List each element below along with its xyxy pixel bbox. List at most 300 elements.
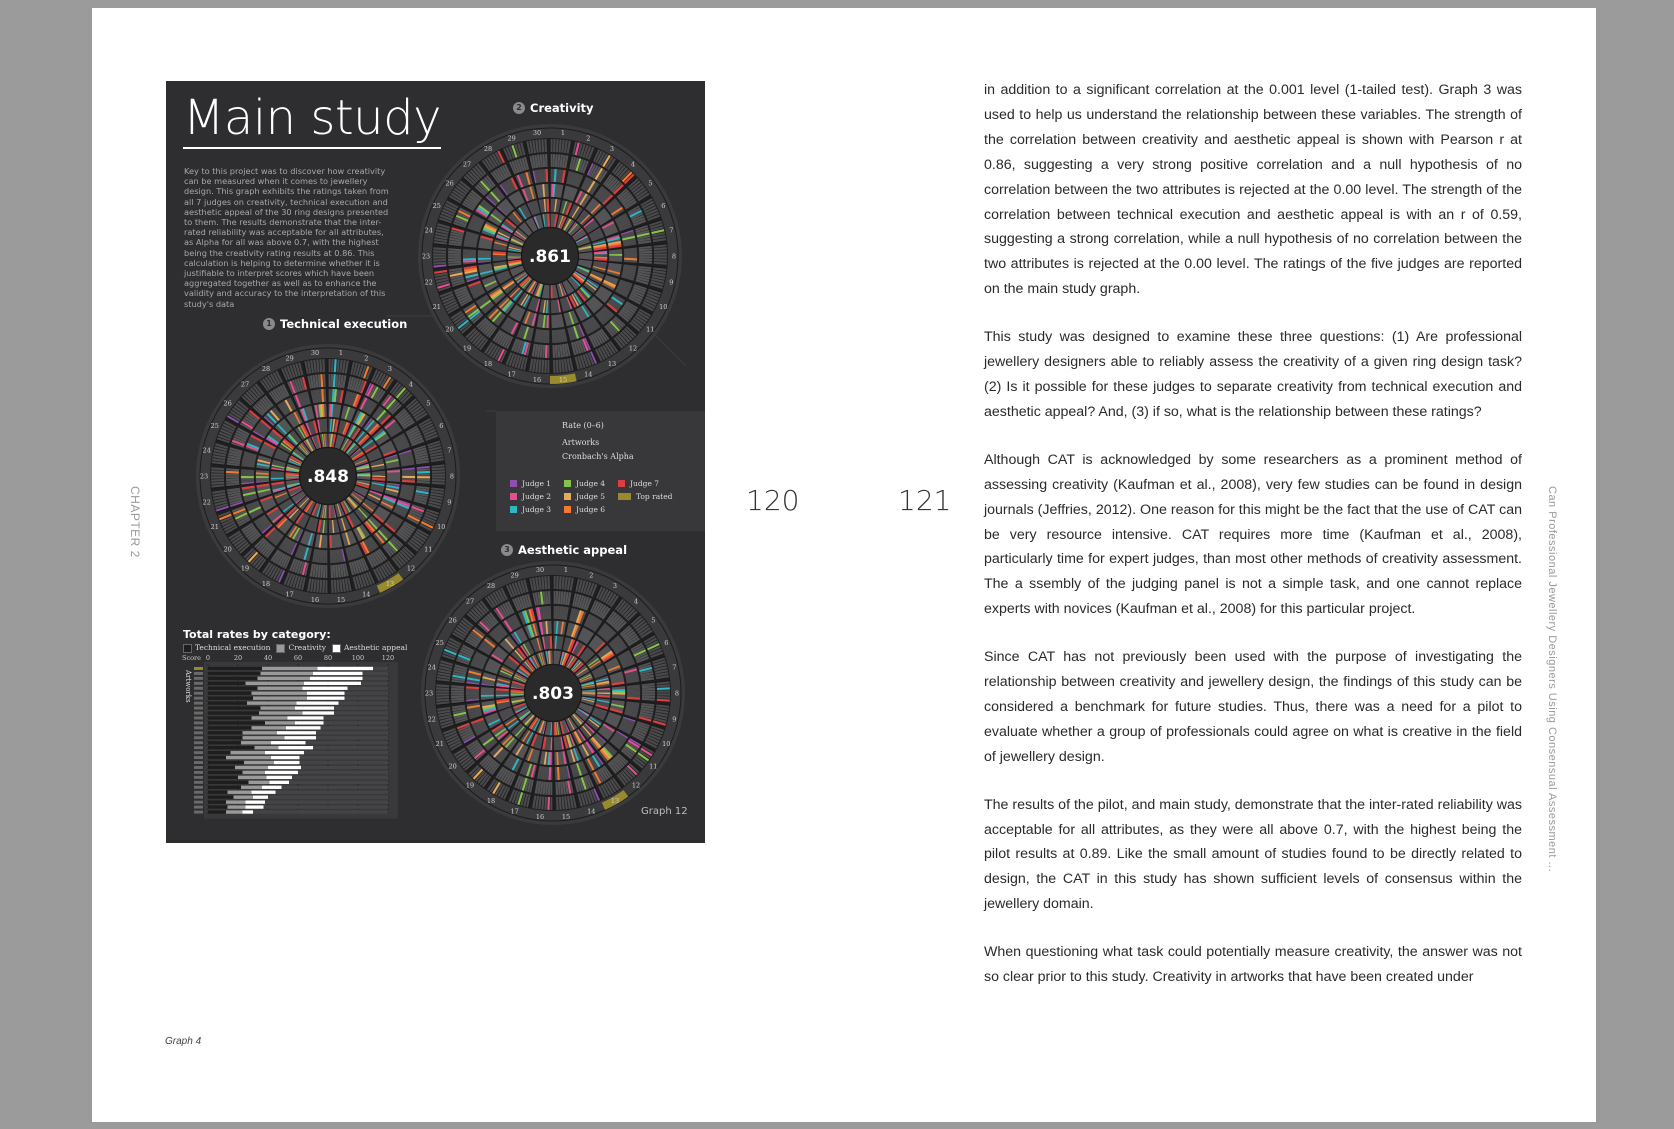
creativity-title: Creativity: [530, 101, 594, 115]
rating-mark: [558, 767, 559, 780]
artwork-number-label: 19: [465, 781, 475, 790]
bar-segment: [226, 756, 271, 759]
artwork-number-label: 25: [432, 202, 441, 211]
rating-mark: [561, 591, 562, 604]
rating-mark: [325, 404, 326, 417]
artwork-row-label: [194, 791, 203, 794]
artwork-number-label: 7: [447, 446, 452, 455]
bar-segment: [208, 711, 259, 714]
legend-swatch: [510, 480, 517, 487]
artwork-row-label: [194, 766, 203, 769]
rating-mark: [241, 470, 254, 471]
artwork-number-label: 11: [424, 545, 433, 554]
figure-caption: Graph 4: [165, 1036, 202, 1047]
artwork-number-label: 3: [609, 145, 615, 154]
bar-segment: [208, 667, 262, 670]
rating-mark: [654, 251, 667, 252]
rating-mark: [547, 330, 548, 343]
radial-chart-0: [418, 124, 682, 388]
bar-segment: [286, 726, 321, 729]
artwork-number-label: 20: [448, 762, 457, 771]
legend-label: Judge 7: [630, 479, 660, 488]
rating-mark: [543, 154, 544, 167]
rating-mark: [493, 252, 506, 253]
rating-mark: [627, 690, 640, 691]
rating-mark: [654, 248, 667, 249]
legend-swatch: [564, 480, 571, 487]
artwork-number-label: 19: [462, 344, 472, 353]
artwork-row-label: [194, 721, 203, 724]
bar-segment: [226, 800, 246, 803]
cronbach-alpha-value: .861: [529, 247, 571, 267]
x-tick-label: 60: [293, 654, 303, 662]
bar-segment: [295, 721, 324, 724]
bar-segment: [208, 721, 265, 724]
page-number-left: 120: [746, 484, 800, 517]
rating-mark: [478, 253, 491, 254]
rating-mark: [466, 698, 479, 699]
bar-segment: [252, 716, 288, 719]
artwork-row-label: [194, 801, 203, 804]
creativity-heading: [513, 101, 594, 115]
rating-mark: [612, 688, 625, 689]
artwork-number-label: 18: [486, 796, 496, 805]
rating-mark: [432, 468, 445, 469]
rating-mark: [565, 796, 567, 809]
rating-mark: [551, 651, 552, 664]
rating-mark: [541, 781, 543, 794]
artwork-row-label: [194, 677, 203, 680]
rating-mark: [560, 360, 561, 373]
rating-mark: [318, 389, 320, 402]
rating-mark: [542, 360, 543, 373]
artwork-number-label: 29: [507, 134, 516, 143]
rating-mark: [546, 154, 547, 167]
rating-mark: [612, 697, 625, 698]
artwork-number-label: 4: [408, 380, 414, 389]
rating-mark: [624, 259, 637, 260]
rating-mark: [642, 699, 655, 700]
rating-mark: [466, 690, 479, 691]
legend-artworks-label: Artworks: [562, 438, 600, 447]
body-paragraph: When questioning what task could potentially measure creativity, the answer was not so clear prior to this study. Creativity in artworks that have been created under: [984, 944, 1522, 986]
rating-mark: [597, 696, 610, 697]
bar-segment: [208, 810, 226, 813]
rating-mark: [466, 687, 479, 688]
rating-mark: [324, 374, 325, 387]
artwork-number-label: 22: [202, 498, 211, 507]
artwork-number-label: 19: [240, 564, 250, 573]
rating-mark: [552, 315, 553, 328]
rating-mark: [448, 249, 461, 250]
rating-mark: [463, 253, 476, 254]
rating-mark: [544, 169, 545, 182]
bar-segment: [265, 771, 298, 774]
bar-segment: [238, 776, 267, 779]
rating-mark: [558, 606, 559, 619]
rating-mark: [556, 154, 557, 167]
rating-mark: [552, 300, 553, 313]
artwork-number-label: 1: [563, 566, 569, 575]
bar-segment: [307, 697, 345, 700]
artwork-row-label: [194, 756, 203, 759]
rating-mark: [559, 591, 560, 604]
artwork-number-label: 30: [532, 129, 542, 138]
artwork-number-label: 7: [669, 226, 674, 235]
rating-mark: [226, 482, 239, 483]
rating-mark: [545, 139, 546, 152]
bar-segment: [303, 687, 348, 690]
rating-mark: [627, 696, 640, 697]
rating-mark: [331, 565, 332, 578]
totals-legend-swatch: [332, 644, 341, 653]
infographic-intro: Key to this project was to discover how creativity can be measured when it comes to jewellery design. This graph exhibits the ratings taken from all 7 judges on creativity, technical execution and aesthetic appeal of the 30 ring designs presented to them. The results demonstrate that the inter-rated reliability was acceptable for all attributes, as Alpha for all was above 0.7, with the highest being the creativity rating results at 0.86. This calculation is helping to determine whether it is justifiable to interpret scores which have been aggregated together as well as to enhance the validity and accuracy to the interpretation of this study's data: [184, 166, 389, 309]
artwork-row-label: [194, 726, 203, 729]
rating-mark: [654, 263, 667, 264]
artwork-number-label: 4: [630, 160, 636, 169]
artwork-number-label: 14: [587, 807, 596, 816]
rating-mark: [639, 259, 652, 260]
rating-mark: [542, 139, 543, 152]
rating-mark: [496, 689, 509, 690]
rating-mark: [541, 592, 543, 605]
rating-mark: [338, 375, 340, 388]
rating-mark: [548, 797, 549, 810]
rating-mark: [547, 184, 548, 197]
x-tick-label: 100: [351, 654, 365, 662]
rating-mark: [553, 345, 554, 358]
artwork-number-label: 1: [560, 129, 566, 138]
bar-segment: [258, 677, 311, 680]
legend-label: Judge 3: [522, 505, 552, 514]
bar-segment: [262, 786, 282, 789]
rating-mark: [432, 471, 445, 472]
legend-label: Judge 1: [522, 479, 552, 488]
legend-item: [564, 479, 618, 488]
totals-legend-label: Creativity: [288, 643, 327, 652]
bar-segment: [231, 751, 266, 754]
rating-mark: [554, 139, 555, 152]
rating-mark: [548, 214, 549, 227]
rating-mark: [657, 688, 670, 689]
rating-mark: [402, 473, 415, 474]
graph-number-label: Graph 12: [641, 806, 688, 817]
bar-segment: [265, 721, 295, 724]
artwork-number-label: 16: [310, 595, 320, 604]
legend-swatch: [510, 506, 517, 513]
rating-mark: [554, 722, 555, 735]
artwork-number-label: 21: [435, 739, 444, 748]
rating-mark: [624, 250, 637, 251]
rating-mark: [545, 767, 546, 780]
artwork-number-label: 8: [671, 252, 677, 261]
rating-mark: [642, 686, 655, 687]
bar-segment: [208, 786, 241, 789]
rating-mark: [317, 359, 318, 372]
rating-mark: [451, 689, 464, 690]
bar-segment: [208, 791, 228, 794]
rating-mark: [314, 360, 316, 373]
rating-mark: [594, 259, 607, 260]
rating-mark: [436, 697, 449, 698]
bar-segment: [246, 682, 305, 685]
artwork-row-label: [194, 687, 203, 690]
bar-segment: [208, 701, 247, 704]
legend-item: [564, 505, 618, 514]
bar-chart-background: [204, 662, 398, 819]
bar-segment: [267, 776, 293, 779]
rating-mark: [256, 480, 269, 481]
bar-segment: [228, 805, 246, 808]
artwork-number-label: 17: [507, 370, 516, 379]
artwork-number-label: 5: [426, 399, 431, 408]
artwork-row-label: [194, 796, 203, 799]
rating-mark: [436, 685, 449, 686]
bar-segment: [208, 756, 226, 759]
rating-mark: [417, 482, 430, 483]
rating-mark: [338, 359, 339, 372]
artwork-number-label: 20: [223, 545, 232, 554]
rating-mark: [563, 576, 564, 589]
artwork-number-label: 14: [584, 370, 593, 379]
rating-mark: [340, 579, 342, 592]
rating-mark: [541, 154, 542, 167]
artwork-number-label: 13: [385, 579, 395, 588]
rating-mark: [324, 565, 325, 578]
rating-mark: [330, 404, 331, 417]
chapter-label: CHAPTER 2: [128, 486, 142, 558]
rating-mark: [549, 782, 550, 795]
rating-mark: [565, 577, 567, 590]
aesthetic-index-badge: 3: [501, 544, 513, 556]
artwork-number-label: 24: [202, 446, 211, 455]
rating-mark: [256, 478, 269, 479]
rating-mark: [320, 580, 321, 593]
rating-mark: [612, 690, 625, 691]
rating-mark: [337, 550, 339, 563]
bar-segment: [259, 711, 303, 714]
rating-mark: [540, 169, 542, 182]
rating-mark: [542, 797, 543, 810]
legend-swatch: [618, 480, 625, 487]
bar-segment: [261, 672, 314, 675]
rating-mark: [433, 263, 446, 264]
artwork-number-label: 18: [261, 579, 271, 588]
rating-mark: [545, 606, 546, 619]
rating-mark: [554, 315, 555, 328]
artwork-row-label: [194, 761, 203, 764]
bar-segment: [285, 736, 317, 739]
rating-mark: [325, 550, 326, 563]
legend-swatch: [564, 506, 571, 513]
bar-segment: [261, 706, 296, 709]
artwork-number-label: 12: [406, 564, 416, 573]
rating-mark: [546, 345, 547, 358]
rating-mark: [329, 505, 330, 518]
rating-mark: [563, 592, 565, 605]
rating-mark: [335, 550, 336, 563]
artwork-number-label: 10: [662, 739, 671, 748]
rating-mark: [387, 471, 400, 472]
rating-mark: [211, 480, 224, 481]
rating-mark: [241, 479, 254, 480]
bar-segment: [307, 692, 345, 695]
legend-label: Judge 2: [522, 492, 552, 501]
bar-segment: [208, 697, 253, 700]
artwork-number-label: 15: [561, 812, 571, 821]
body-paragraph: The results of the pilot, and main study, demonstrate that the inter-rated reliability was acceptable for all attributes, as they were all above 0.7, with the highest being the pilot results at 0.89. Like the small amount of studies found to be directly related to design, the CAT in this study has shown sufficient levels of consensus within the jewellery domain.: [984, 796, 1522, 913]
artwork-number-label: 21: [432, 302, 441, 311]
rating-mark: [541, 345, 542, 358]
rating-mark: [451, 686, 464, 687]
artwork-row-label: [194, 786, 203, 789]
rating-mark: [331, 550, 332, 563]
rating-mark: [478, 260, 491, 261]
artwork-number-label: 2: [586, 134, 591, 143]
rating-mark: [436, 688, 449, 689]
rating-mark: [558, 345, 559, 358]
bar-segment: [208, 731, 243, 734]
rating-mark: [548, 621, 549, 634]
radial-chart-1: [196, 344, 460, 608]
rating-mark: [657, 700, 670, 701]
artwork-row-label: [194, 692, 203, 695]
rating-mark: [316, 564, 318, 577]
rating-mark: [560, 797, 561, 810]
rating-mark: [448, 252, 461, 253]
artwork-number-label: 27: [465, 597, 475, 606]
bar-segment: [241, 786, 262, 789]
rating-mark: [553, 330, 554, 343]
totals-legend: [183, 643, 407, 653]
artwork-number-label: 6: [439, 422, 444, 431]
bar-segment: [246, 805, 264, 808]
artwork-number-label: 12: [631, 781, 641, 790]
rating-mark: [226, 469, 239, 470]
bar-segment: [241, 741, 271, 744]
totals-legend-item: [183, 643, 270, 653]
infographic-title: Main study: [183, 91, 441, 149]
artwork-number-label: 16: [532, 375, 542, 384]
artwork-number-label: 17: [285, 590, 294, 599]
artwork-number-label: 5: [648, 179, 653, 188]
rating-mark: [561, 782, 562, 795]
rating-mark: [558, 154, 559, 167]
body-paragraph: Since CAT has not previously been used with the purpose of investigating the relationship between creativity and jewellery design, the findings of this study can be considered a benchmark for future studies. Thus, there was a need for a pilot to evaluate whether a group of professionals could agree on what is creative in the field of jewellery design.: [984, 649, 1522, 765]
rating-mark: [432, 480, 445, 481]
bar-segment: [297, 701, 339, 704]
rating-mark: [331, 389, 332, 402]
rating-mark: [451, 696, 464, 697]
artwork-number-label: 2: [589, 571, 594, 580]
technical-title: Technical execution: [280, 317, 408, 331]
rating-mark: [639, 262, 652, 263]
artwork-number-label: 24: [424, 226, 433, 235]
rating-mark: [335, 389, 336, 402]
rating-mark: [543, 345, 544, 358]
rating-mark: [481, 688, 494, 689]
rating-mark: [563, 797, 564, 810]
totals-legend-label: Aesthetic appeal: [344, 643, 408, 652]
rating-mark: [241, 473, 254, 474]
artwork-number-label: 6: [664, 639, 669, 648]
x-tick-label: 0: [205, 654, 211, 662]
rating-mark: [271, 472, 284, 473]
rating-mark: [211, 471, 224, 472]
artwork-number-label: 11: [649, 762, 658, 771]
rating-mark: [542, 330, 543, 343]
bar-segment: [304, 682, 361, 685]
rating-mark: [332, 359, 333, 372]
artwork-number-label: 9: [447, 498, 452, 507]
rating-mark: [557, 139, 558, 152]
bar-segment: [252, 692, 308, 695]
legend-item: [618, 479, 688, 488]
legend-swatch: [510, 493, 517, 500]
bar-segment: [226, 810, 243, 813]
bar-segment: [243, 736, 285, 739]
rating-mark: [539, 796, 541, 809]
rating-mark: [340, 360, 342, 373]
rating-mark: [402, 470, 415, 471]
rating-mark: [463, 250, 476, 251]
artwork-number-label: 26: [223, 399, 232, 408]
legend-swatch: [618, 493, 631, 500]
rating-mark: [320, 550, 321, 563]
artwork-number-label: 12: [628, 344, 638, 353]
bar-segment: [208, 796, 234, 799]
bar-segment: [244, 761, 274, 764]
rating-mark: [436, 700, 449, 701]
artwork-number-label: 23: [424, 689, 434, 698]
rating-mark: [551, 636, 552, 649]
rating-mark: [323, 580, 324, 593]
bar-segment: [255, 746, 279, 749]
artwork-row-label: [194, 707, 203, 710]
rating-mark: [548, 576, 549, 589]
artwork-number-label: 25: [435, 639, 444, 648]
rating-mark: [211, 468, 224, 469]
artwork-row-label: [194, 682, 203, 685]
rating-mark: [612, 695, 625, 696]
artwork-number-label: 30: [535, 566, 545, 575]
bar-segment: [228, 791, 252, 794]
rating-mark: [551, 285, 552, 298]
rating-mark: [545, 184, 546, 197]
bar-segment: [303, 711, 335, 714]
rating-mark: [387, 473, 400, 474]
rating-mark: [433, 248, 446, 249]
artwork-number-label: 18: [483, 359, 493, 368]
x-tick-label: 20: [233, 654, 243, 662]
bar-segment: [234, 796, 254, 799]
artwork-number-label: 10: [659, 302, 668, 311]
bar-segment: [249, 781, 270, 784]
rating-mark: [557, 797, 558, 810]
totals-title: Total rates by category:: [183, 628, 331, 641]
rating-mark: [557, 576, 558, 589]
rating-mark: [546, 591, 547, 604]
artwork-row-label: [194, 746, 203, 749]
bar-segment: [208, 771, 243, 774]
rating-mark: [338, 564, 340, 577]
legend-rate-label: Rate (0–6): [562, 421, 604, 430]
artwork-number-label: 16: [535, 812, 545, 821]
artwork-row-label: [194, 736, 203, 739]
rating-mark: [556, 591, 557, 604]
rating-mark: [556, 782, 557, 795]
artwork-row-label: [194, 717, 203, 720]
